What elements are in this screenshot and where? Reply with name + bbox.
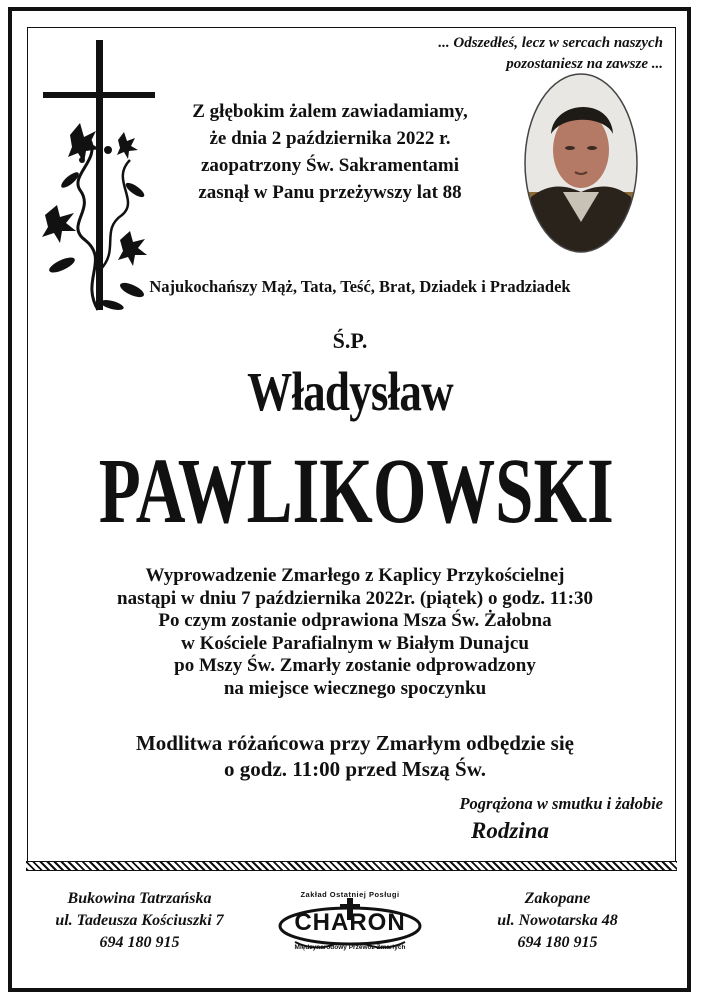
motto-line-1: ... Odszedłeś, lecz w sercach naszych xyxy=(438,35,663,51)
rosary-line-1: Modlitwa różańcowa przy Zmarłym odbędzie się xyxy=(135,731,575,755)
funeral-details xyxy=(60,565,650,701)
deceased-surname: PAWLIKOWSKI xyxy=(98,440,614,543)
logo-bottom-text: Międzynarodowy Przewóz Zmarłych xyxy=(294,944,406,951)
motto xyxy=(363,33,663,75)
footer-right-street: ul. Nowotarska 48 xyxy=(497,912,618,929)
footer-right-address xyxy=(440,888,675,954)
hatched-divider xyxy=(26,861,677,871)
family-signature: Rodzina xyxy=(471,818,549,843)
footer-left-address xyxy=(22,888,257,954)
rosary-line-2: o godz. 11:00 przed Mszą Św. xyxy=(224,757,486,781)
logo-name: CHARON xyxy=(294,909,406,936)
family-roles: Najukochańszy Mąż, Tata, Teść, Brat, Dziadek i Pradziadek xyxy=(149,277,571,296)
funeral-line: nastąpi w dniu 7 października 2022r. (piątek) o godz. 11:30 xyxy=(117,587,593,609)
footer-left-town: Bukowina Tatrzańska xyxy=(67,890,212,907)
announcement-intro xyxy=(165,98,495,206)
portrait-photo xyxy=(523,72,639,254)
footer-left-phone: 694 180 915 xyxy=(99,934,180,951)
footer-left-street: ul. Tadeusza Kościuszki 7 xyxy=(55,912,224,929)
intro-line: Z głębokim żalem zawiadamiamy, xyxy=(192,101,468,122)
rosary-info xyxy=(60,730,650,782)
deceased-first-name: Władysław xyxy=(247,361,453,422)
funeral-line: w Kościele Parafialnym w Białym Dunajcu xyxy=(181,632,529,654)
sp-prefix: Ś.P. xyxy=(332,328,368,353)
charon-logo xyxy=(275,882,425,972)
logo-top-text: Zakład Ostatniej Posługi xyxy=(300,890,400,899)
intro-line: zasnął w Panu przeżywszy lat 88 xyxy=(198,182,462,203)
intro-line: że dnia 2 października 2022 r. xyxy=(209,128,451,149)
funeral-line: na miejsce wiecznego spoczynku xyxy=(223,677,487,699)
mourning-text: Pogrążona w smutku i żałobie xyxy=(459,794,663,813)
footer-right-town: Zakopane xyxy=(524,890,591,907)
funeral-line: po Mszy Św. Zmarły zostanie odprowadzony xyxy=(174,655,536,677)
intro-line: zaopatrzony Św. Sakramentami xyxy=(200,155,460,176)
funeral-line: Po czym zostanie odprawiona Msza Św. Żałobna xyxy=(158,610,552,632)
footer-right-phone: 694 180 915 xyxy=(517,934,598,951)
funeral-line: Wyprowadzenie Zmarłego z Kaplicy Przykościelnej xyxy=(145,565,565,586)
motto-line-2: pozostaniesz na zawsze ... xyxy=(506,56,663,72)
